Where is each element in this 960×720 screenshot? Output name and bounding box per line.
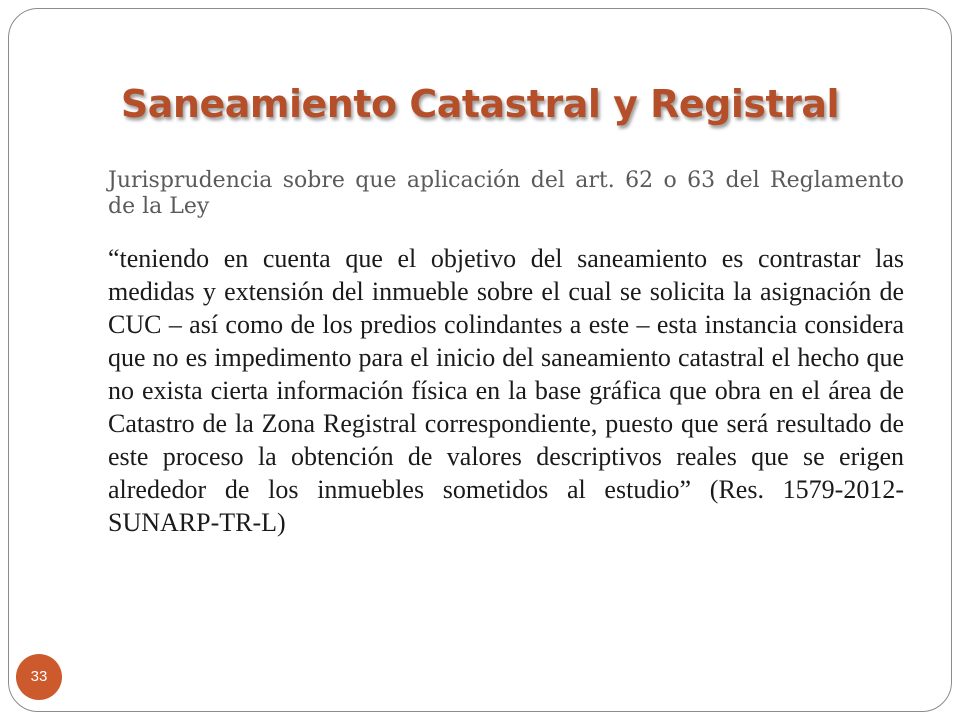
slide-subtitle: Jurisprudencia sobre que aplicación del art. 62 o 63 del Reglamento de la Ley [108, 168, 904, 219]
jurisprudence-quote: “teniendo en cuenta que el objetivo del saneamiento es contrastar las medidas y extensión del inmueble sobre el cual se solicita la asignación de CUC – así como de los predios colindantes a este – esta instancia considera que no es impedimento para el inicio del saneamiento catastral el hecho que no exista cierta información física en la base gráfica que obra en el área de Catastro de la Zona Registral correspondiente, puesto que será resultado de este proceso la obtención de valores descriptivos reales que se erigen alrededor de los inmuebles sometidos al estudio” (Res. 1579-2012-SUNARP-TR-L) [108, 244, 904, 537]
page-number-badge: 33 [16, 654, 62, 700]
slide-title: Saneamiento Catastral y Registral [120, 82, 840, 126]
